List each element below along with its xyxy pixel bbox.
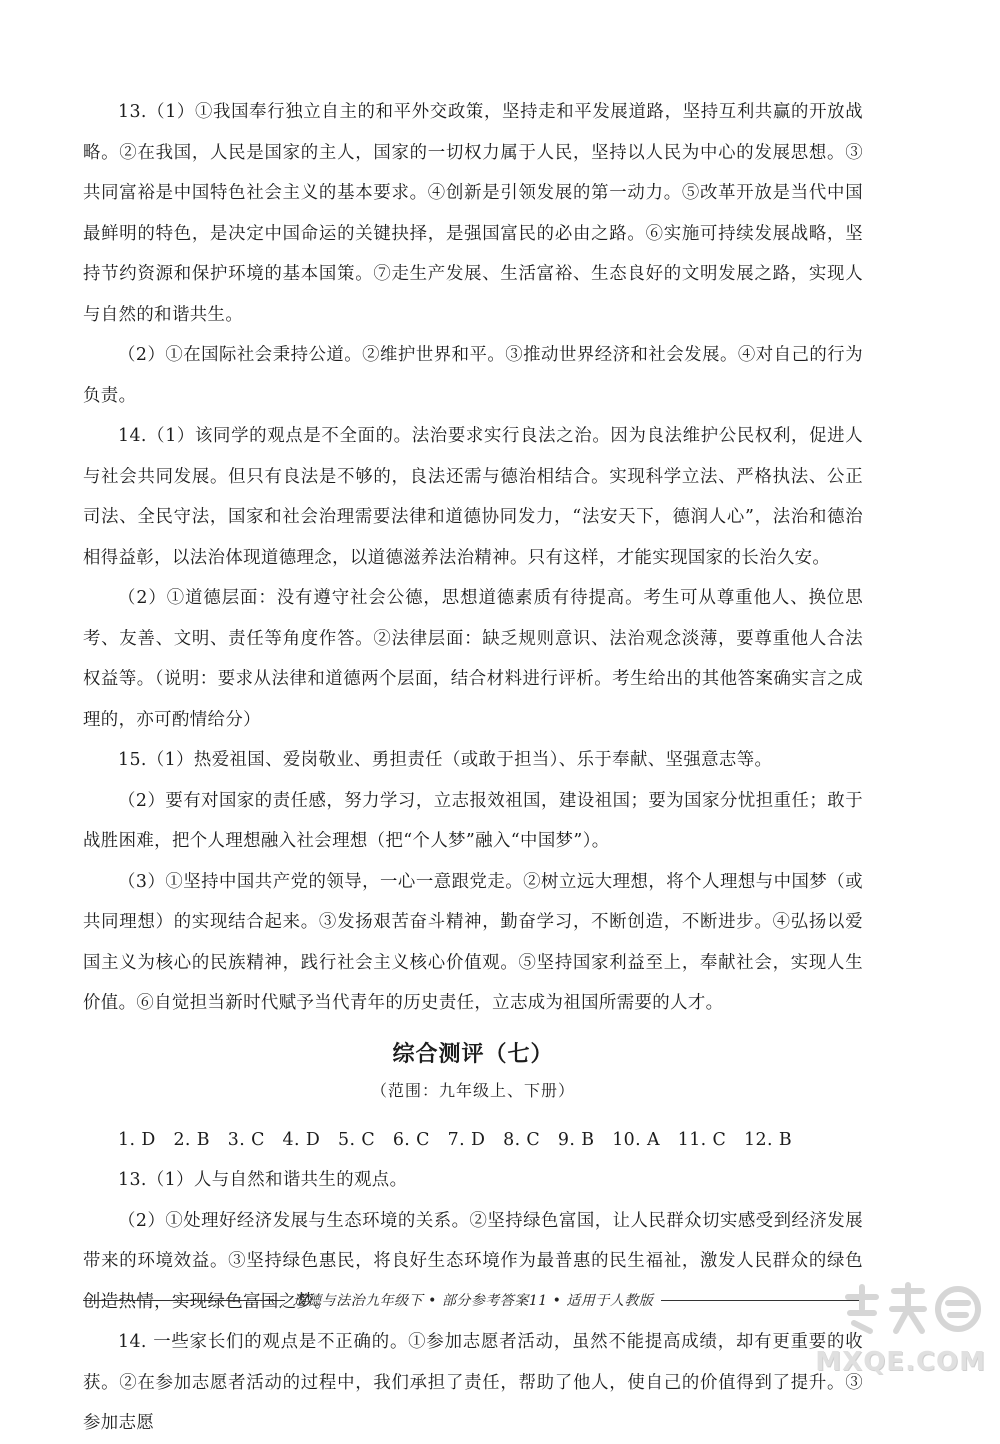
watermark-logo <box>815 1279 986 1379</box>
answer-7-13-part2: （2）①处理好经济发展与生态环境的关系。②坚持绿色富国，让人民群众切实感受到经济发展带来的环境效益。③坚持绿色惠民，将良好生态环境作为最普惠的民生福祉，激发人民群众的绿色创造热情，实现绿色富国之梦。 <box>83 1210 863 1312</box>
multiple-choice-answers: 1. D 2. B 3. C 4. D 5. C 6. C 7. D 8. C 9. B 10. A 11. C 12. B <box>118 1129 792 1150</box>
answer-14-part2: （2）①道德层面：没有遵守社会公德，思想道德素质有待提高。考生可从尊重他人、换位思考、友善、文明、责任等角度作答。②法律层面：缺乏规则意识、法治观念淡薄，要尊重他人合法权益等。（说明：要求从法律和道德两个层面，结合材料进行评析。考生给出的其他答案确实言之成理的，亦可酌情给分） <box>83 588 863 730</box>
answer-14-part1: 14.（1）该同学的观点是不全面的。法治要求实行良法之治。因为良法维护公民权利，促进人与社会共同发展。但只有良法是不够的，良法还需与德治相结合。实现科学立法、严格执法、公正司法、全民守法，国家和社会治理需要法律和道德协同发力，“法安天下，德润人心”，法治和德治相得益彰，以法治体现道德理念，以道德滋养法治精神。只有这样，才能实现国家的长治久安。 <box>83 426 863 568</box>
footer-text: 道德与法治九年级下 • 部分参考答案11 • 适用于人教版 <box>292 1293 654 1309</box>
answer-7-14: 14. 一些家长们的观点是不正确的。①参加志愿者活动，虽然不能提高成绩，却有更重要的收获。②在参加志愿者活动的过程中，我们承担了责任，帮助了他人，使自己的价值得到了提升。③参加志愿 <box>83 1332 863 1433</box>
answer-15-part2: （2）要有对国家的责任感，努力学习，立志报效祖国，建设祖国；要为国家分忧担重任；敢于战胜困难，把个人理想融入社会理想（把“个人梦”融入“中国梦”）。 <box>83 790 863 851</box>
answer-15-part3: （3）①坚持中国共产党的领导，一心一意跟党走。②树立远大理想，将个人理想与中国梦（或共同理想）的实现结合起来。③发扬艰苦奋斗精神，勤奋学习，不断创造，不断进步。④弘扬以爱国主义为核心的民族精神，践行社会主义核心价值观。⑤坚持国家利益至上，奉献社会，实现人生价值。⑥自觉担当新时代赋予当代青年的历史责任，立志成为祖国所需要的人才。 <box>83 871 863 1013</box>
watermark-text: MXQE.COM <box>815 1347 986 1377</box>
answer-13-part1: 13.（1）①我国奉行独立自主的和平外交政策，坚持走和平发展道路，坚持互利共赢的开放战略。②在我国，人民是国家的主人，国家的一切权力属于人民，坚持以人民为中心的发展思想。③共同富裕是中国特色社会主义的基本要求。④创新是引领发展的第一动力。⑤改革开放是当代中国最鲜明的特色，是决定中国命运的关键抉择，是强国富民的必由之路。⑥实施可持续发展战略，坚持节约资源和保护环境的基本国策。⑦走生产发展、生活富裕、生态良好的文明发展之路，实现人与自然的和谐共生。 <box>83 102 863 325</box>
section-subtitle: （范围：九年级上、下册） <box>370 1080 575 1100</box>
answer-13-part2: （2）①在国际社会秉持公道。②维护世界和平。③推动世界经济和社会发展。④对自己的行为负责。 <box>83 345 863 406</box>
answer-7-13-part1: 13.（1）人与自然和谐共生的观点。 <box>118 1170 408 1190</box>
page-footer <box>83 1290 863 1310</box>
answer-content <box>83 92 863 1444</box>
footer-rule-left <box>83 1300 285 1301</box>
watermark-glyphs-icon <box>836 1279 986 1339</box>
answer-15-part1: 15.（1）热爱祖国、爱岗敬业、勇担责任（或敢于担当）、乐于奉献、坚强意志等。 <box>118 750 773 770</box>
footer-rule-right <box>661 1300 863 1301</box>
section-title: 综合测评（七） <box>392 1041 554 1067</box>
